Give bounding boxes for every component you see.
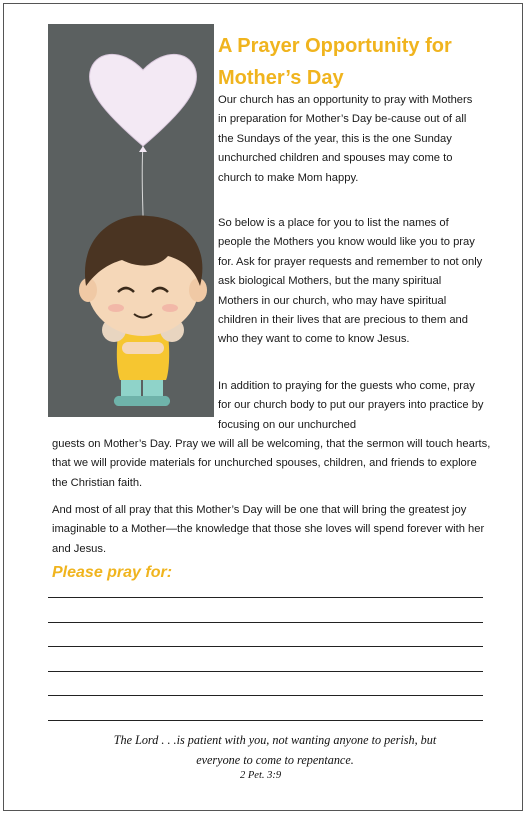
paragraph-closing: And most of all pray that this Mother’s Day will be one that will bring the greatest joy imaginable to a Mother—the knowledge that those she loves will spend forever with her and Jesus.	[52, 504, 485, 555]
write-in-lines	[48, 597, 483, 744]
write-in-line[interactable]	[48, 671, 483, 672]
paragraph-church-body-cont: guests on Mother’s Day. Pray we will all be welcoming, that the sermon will touch hearts, that we will provide materials for unchurched spouses, children, and friends to explore the Christian faith.	[52, 438, 491, 489]
page-title: A Prayer Opportunity for Mother’s Day	[218, 35, 452, 89]
paragraph-names: So below is a place for you to list the names of people the Mothers you know would like you to pray for. Ask for prayer requests and remember to not only ask biological Mothers, but the many spiritual Mothers in our church, who may have spiritual children in their lives that are precious to them and who they want to come to know Jesus.	[218, 217, 483, 346]
paragraph-intro: Our church has an opportunity to pray with Mothers in preparation for Mother’s Day be-cause out of all the Sundays of the year, this is the one Sunday unchurched children and spouses may come to church to make Mom happy.	[218, 94, 473, 184]
pray-for-heading: Please pray for:	[52, 564, 173, 581]
write-in-line[interactable]	[48, 597, 483, 598]
write-in-line[interactable]	[48, 646, 483, 647]
write-in-line[interactable]	[48, 720, 483, 721]
illustration-svg	[48, 24, 214, 417]
scripture-quote: The Lord . . .is patient with you, not wanting anyone to perish, but everyone to come to repentance.	[113, 733, 437, 767]
boy-balloon-illustration	[48, 24, 214, 417]
write-in-line[interactable]	[48, 622, 483, 623]
scripture-reference: 2 Pet. 3:9	[240, 770, 282, 781]
paragraph-church-body-start: In addition to praying for the guests who come, pray for our church body to put our prayers into practice by focusing on our unchurched	[218, 380, 484, 431]
write-in-line[interactable]	[48, 695, 483, 696]
